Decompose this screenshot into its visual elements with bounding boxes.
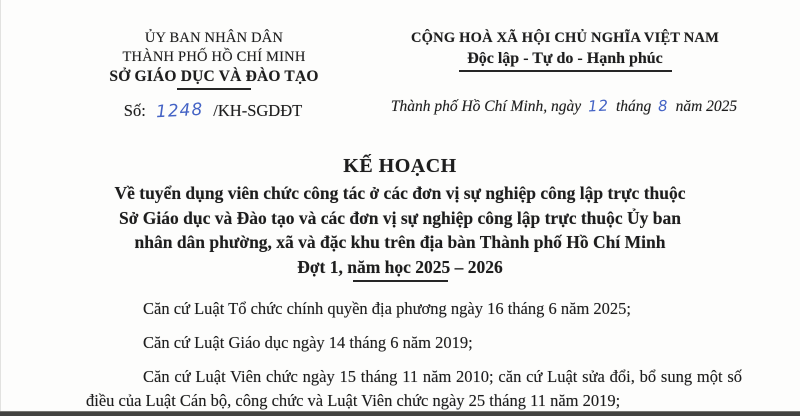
org-underline (177, 88, 251, 90)
document-title: KẾ HOẠCH (343, 155, 457, 177)
org-parent-name: ỦY BAN NHÂN DÂN (144, 30, 284, 46)
motto-underline (459, 70, 672, 72)
date-year-text: năm 2025 (675, 98, 738, 115)
org-department-name: SỞ GIÁO DỤC VÀ ĐÀO TẠO (109, 68, 319, 85)
date-place-text: Thành phố Hồ Chí Minh, ngày (390, 98, 582, 115)
subtitle-line: Về tuyển dụng viên chức công tác ở các đơn vị sự nghiệp công lập trực thuộc (114, 183, 686, 203)
date-day-handwritten: 12 (587, 96, 610, 116)
place-date-line (390, 97, 740, 116)
subtitle-underline (353, 280, 448, 282)
document-number-suffix: /KH-SGDĐT (213, 101, 303, 120)
issuing-org-block (78, 29, 350, 121)
subtitle-line: Đợt 1, năm học 2025 – 2026 (297, 256, 503, 277)
legal-basis-paragraph: Căn cứ Luật Giáo dục ngày 14 tháng 6 năm 2019; (143, 333, 473, 352)
org-city-name: THÀNH PHỐ HỒ CHÍ MINH (122, 49, 306, 65)
document-number-line (78, 101, 350, 121)
national-motto-block (390, 29, 740, 121)
document-header (0, 0, 800, 121)
subtitle-line: nhân dân phường, xã và đặc khu trên địa bàn Thành phố Hồ Chí Minh (134, 232, 666, 252)
legal-basis-paragraph: Căn cứ Luật Viên chức ngày 15 tháng 11 năm 2010; căn cứ Luật sửa đổi, bổ sung một số điều của Luật Cán bộ, công chức và Luật Viên chức ngày 25 tháng 11 năm 2019; (86, 367, 742, 410)
scan-edge-line (0, 0, 1, 416)
legal-basis-paragraph: Căn cứ Luật Tổ chức chính quyền địa phương ngày 16 tháng 6 năm 2025; (143, 299, 631, 318)
document-body (86, 297, 742, 413)
page-bottom-edge (0, 411, 800, 416)
date-month-label: tháng (615, 98, 652, 115)
document-number-prefix: Số: (123, 101, 146, 120)
national-title: CỘNG HOÀ XÃ HỘI CHỦ NGHĨA VIỆT NAM (411, 30, 719, 46)
subtitle-line: Sở Giáo dục và Đào tạo và các đơn vị sự nghiệp công lập trực thuộc Ủy ban (118, 207, 682, 228)
national-motto: Độc lập - Tự do - Hạnh phúc (467, 50, 663, 67)
title-block (0, 154, 800, 282)
date-month-handwritten: 8 (657, 96, 670, 116)
document-subtitle (0, 181, 800, 279)
document-number-handwritten: 1248 (155, 99, 204, 123)
